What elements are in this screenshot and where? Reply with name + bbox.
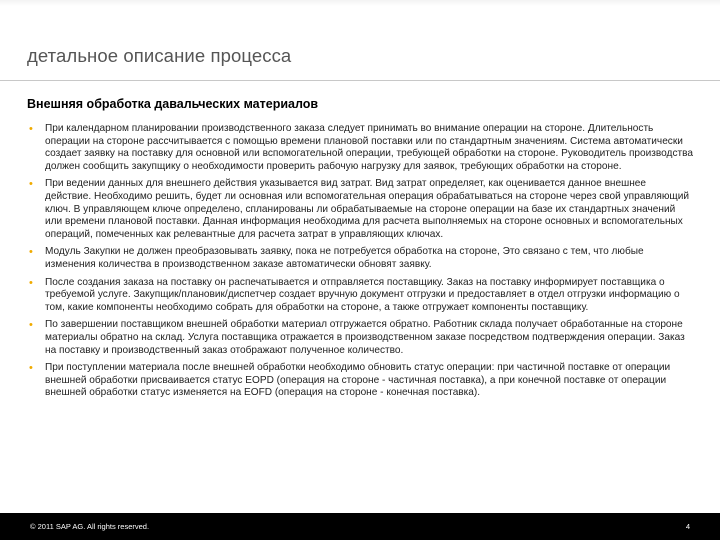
bullet-text: После создания заказа на поставку он распечатывается и отправляется поставщику. Заказ на поставку информирует поставщика о требуемой услуге. Закупщик/плановик/диспетчер создает вручную документ отгрузки и предоставляет в отдел отгрузки информацию о том, какие компоненты необходимо собрать для обработки на стороне, а также отгружает компоненты поставщику.	[45, 276, 680, 313]
bullet-item	[27, 362, 693, 400]
copyright-notice: © 2011 SAP AG. All rights reserved.	[30, 522, 150, 531]
bullet-dot-icon: •	[29, 246, 33, 259]
footer-bar	[0, 513, 720, 540]
bullet-dot-icon: •	[29, 178, 33, 191]
bullet-text: При ведении данных для внешнего действия указывается вид затрат. Вид затрат определяет, как оценивается данное внешнее действие. Необходимо решить, будет ли основная или вспомогательная операция обрабатываться на стороне через свой управляющий ключ. В управляющем ключе определено, спланированы ли обрабатываемые на стороне операции на базе их стандартных значений или времени плановой поставки. Данная информация необходима для расчета выполняемых на стороне основных и вспомогательных операций, помеченных как релевантные для расчета затрат в управляющих ключах.	[45, 178, 689, 240]
bullet-dot-icon: •	[29, 123, 33, 135]
bullet-text: По завершении поставщиком внешней обработки материал отгружается обратно. Работник склада получает обработанные на стороне материалы обратно на склад. Услуга поставщика отражается в производственном заказе посредством подтверждения операции. Заказ на поставку и производственный заказ отображают полученное количество.	[45, 319, 685, 356]
bullet-list	[27, 123, 693, 405]
bullet-item	[27, 319, 693, 357]
bullet-item	[27, 277, 693, 315]
top-gradient-rule	[0, 0, 720, 6]
section-heading: Внешняя обработка давальческих материалов	[27, 97, 319, 111]
bullet-item	[27, 246, 693, 271]
bullet-dot-icon: •	[29, 276, 33, 289]
bullet-dot-icon: •	[29, 362, 33, 375]
page-number: 4	[685, 522, 690, 531]
title-divider	[0, 80, 720, 81]
bullet-text: Модуль Закупки не должен преобразовывать заявку, пока не потребуется обработка на стороне, Это связано с тем, что любые изменения количества в производственном заказе автоматически обновят заявку.	[45, 246, 644, 270]
bullet-item	[27, 123, 693, 173]
slide-title: детальное описание процесса	[27, 45, 292, 66]
bullet-text: При поступлении материала после внешней обработки необходимо обновить статус операции: при частичной поставке от операции внешней обработки присваивается статус EOPD (операция на стороне - частичная поставка), а при конечной поставке от операции внешней обработки статус изменяется на EOFD (операция на стороне - конечная поставка).	[45, 362, 671, 399]
bullet-dot-icon: •	[29, 319, 33, 332]
bullet-text: При календарном планировании производственного заказа следует принимать во внимание операции на стороне. Длительность операции на стороне рассчитывается с помощью времени плановой поставки или по стандартным значениям. Система автоматически создает заявку на поставку для основной или вспомогательной операции, требующей обработки на стороне. Руководитель производства должен сообщить закупщику о необходимости проверить рабочую нагрузку для заявок, требующих обработки на стороне.	[45, 123, 693, 172]
bullet-item	[27, 178, 693, 241]
